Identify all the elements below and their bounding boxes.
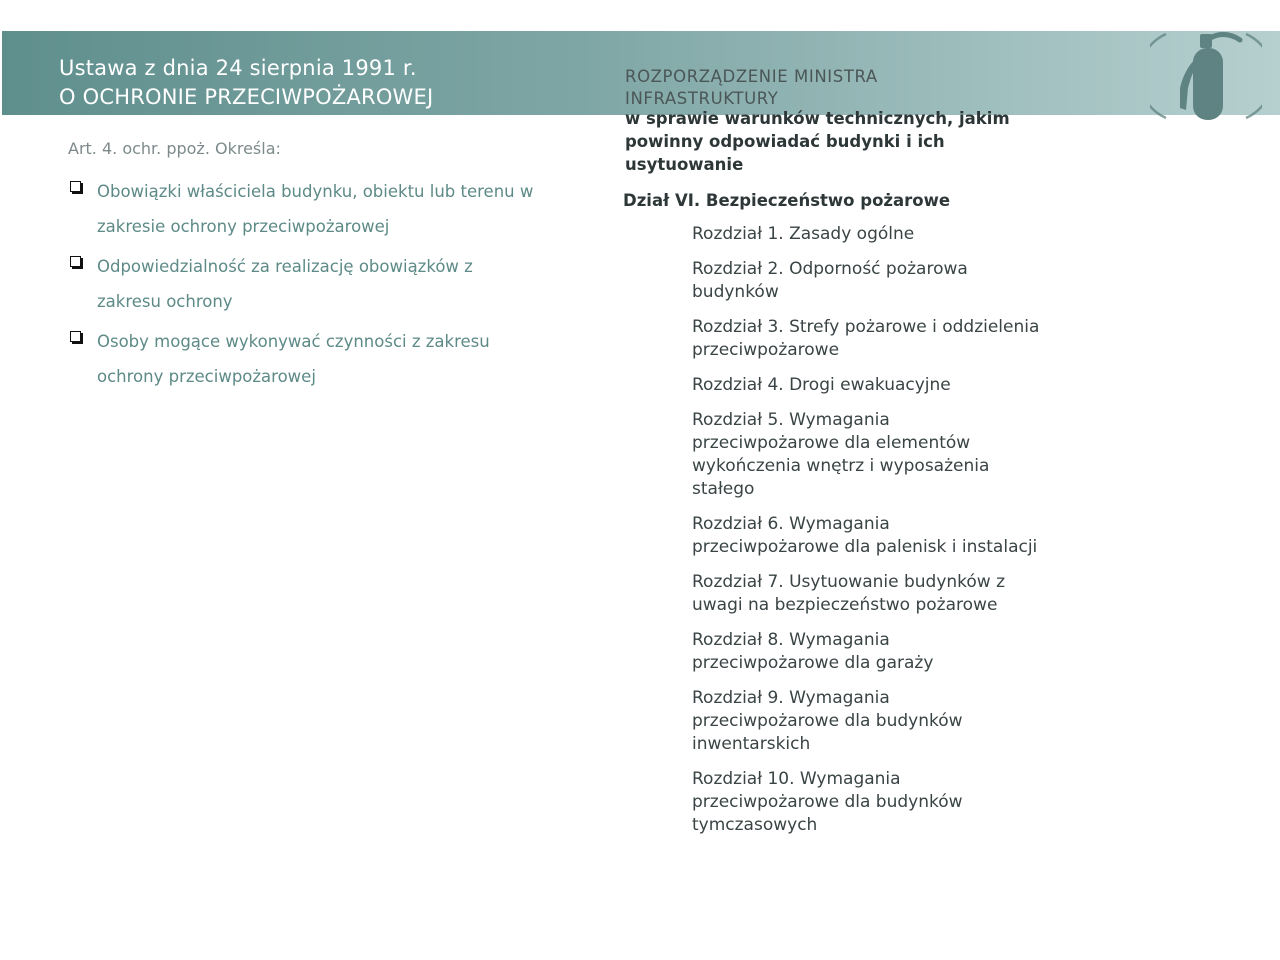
list-item xyxy=(68,175,538,244)
article-label: Art. 4. ochr. ppoż. Określa: xyxy=(68,139,281,158)
section-title: Dział VI. Bezpieczeństwo pożarowe xyxy=(623,191,951,210)
chapter-list xyxy=(692,223,1042,837)
title-line-1: Ustawa z dnia 24 sierpnia 1991 r. xyxy=(59,56,417,80)
list-item xyxy=(68,325,538,394)
chapter-item: Rozdział 9. Wymagania przeciwpożarowe dla budynków inwentarskich xyxy=(692,688,963,754)
chapter-item: Rozdział 2. Odporność pożarowa budynków xyxy=(692,259,968,302)
regulation-section xyxy=(624,66,1054,849)
checkbox-bullet-icon xyxy=(70,181,81,192)
chapter-item: Rozdział 5. Wymagania przeciwpożarowe dla elementów wykończenia wnętrz i wyposażenia stałego xyxy=(692,410,990,499)
list-item-text: Osoby mogące wykonywać czynności z zakresu ochrony przeciwpożarowej xyxy=(97,332,490,386)
title-line-2: O OCHRONIE PRZECIWPOŻAROWEJ xyxy=(59,85,434,109)
chapter-item: Rozdział 8. Wymagania przeciwpożarowe dla garaży xyxy=(692,630,934,673)
chapter-item: Rozdział 10. Wymagania przeciwpożarowe dla budynków tymczasowych xyxy=(692,769,963,835)
article-items-list xyxy=(68,175,538,394)
chapter-item: Rozdział 4. Drogi ewakuacyjne xyxy=(692,375,951,395)
checkbox-bullet-icon xyxy=(70,331,81,342)
checkbox-bullet-icon xyxy=(70,256,81,267)
law-article-section xyxy=(68,137,538,406)
chapter-item: Rozdział 1. Zasady ogólne xyxy=(692,224,915,244)
fire-extinguisher-icon xyxy=(1150,26,1262,126)
chapter-item: Rozdział 3. Strefy pożarowe i oddzielenia przeciwpożarowe xyxy=(692,317,1040,360)
chapter-item: Rozdział 7. Usytuowanie budynków z uwagi na bezpieczeństwo pożarowe xyxy=(692,572,1006,615)
regulation-title: ROZPORZĄDZENIE MINISTRA INFRASTRUKTURY xyxy=(625,67,878,108)
list-item-text: Odpowiedzialność za realizację obowiązków z zakresu ochrony xyxy=(97,257,473,311)
regulation-subtitle: w sprawie warunków technicznych, jakim powinny odpowiadać budynki i ich usytuowanie xyxy=(625,109,1010,174)
list-item-text: Obowiązki właściciela budynku, obiektu lub terenu w zakresie ochrony przeciwpożarowej xyxy=(97,182,534,236)
list-item xyxy=(68,250,538,319)
chapter-item: Rozdział 6. Wymagania przeciwpożarowe dla palenisk i instalacji xyxy=(692,514,1038,557)
page-title xyxy=(59,54,433,112)
